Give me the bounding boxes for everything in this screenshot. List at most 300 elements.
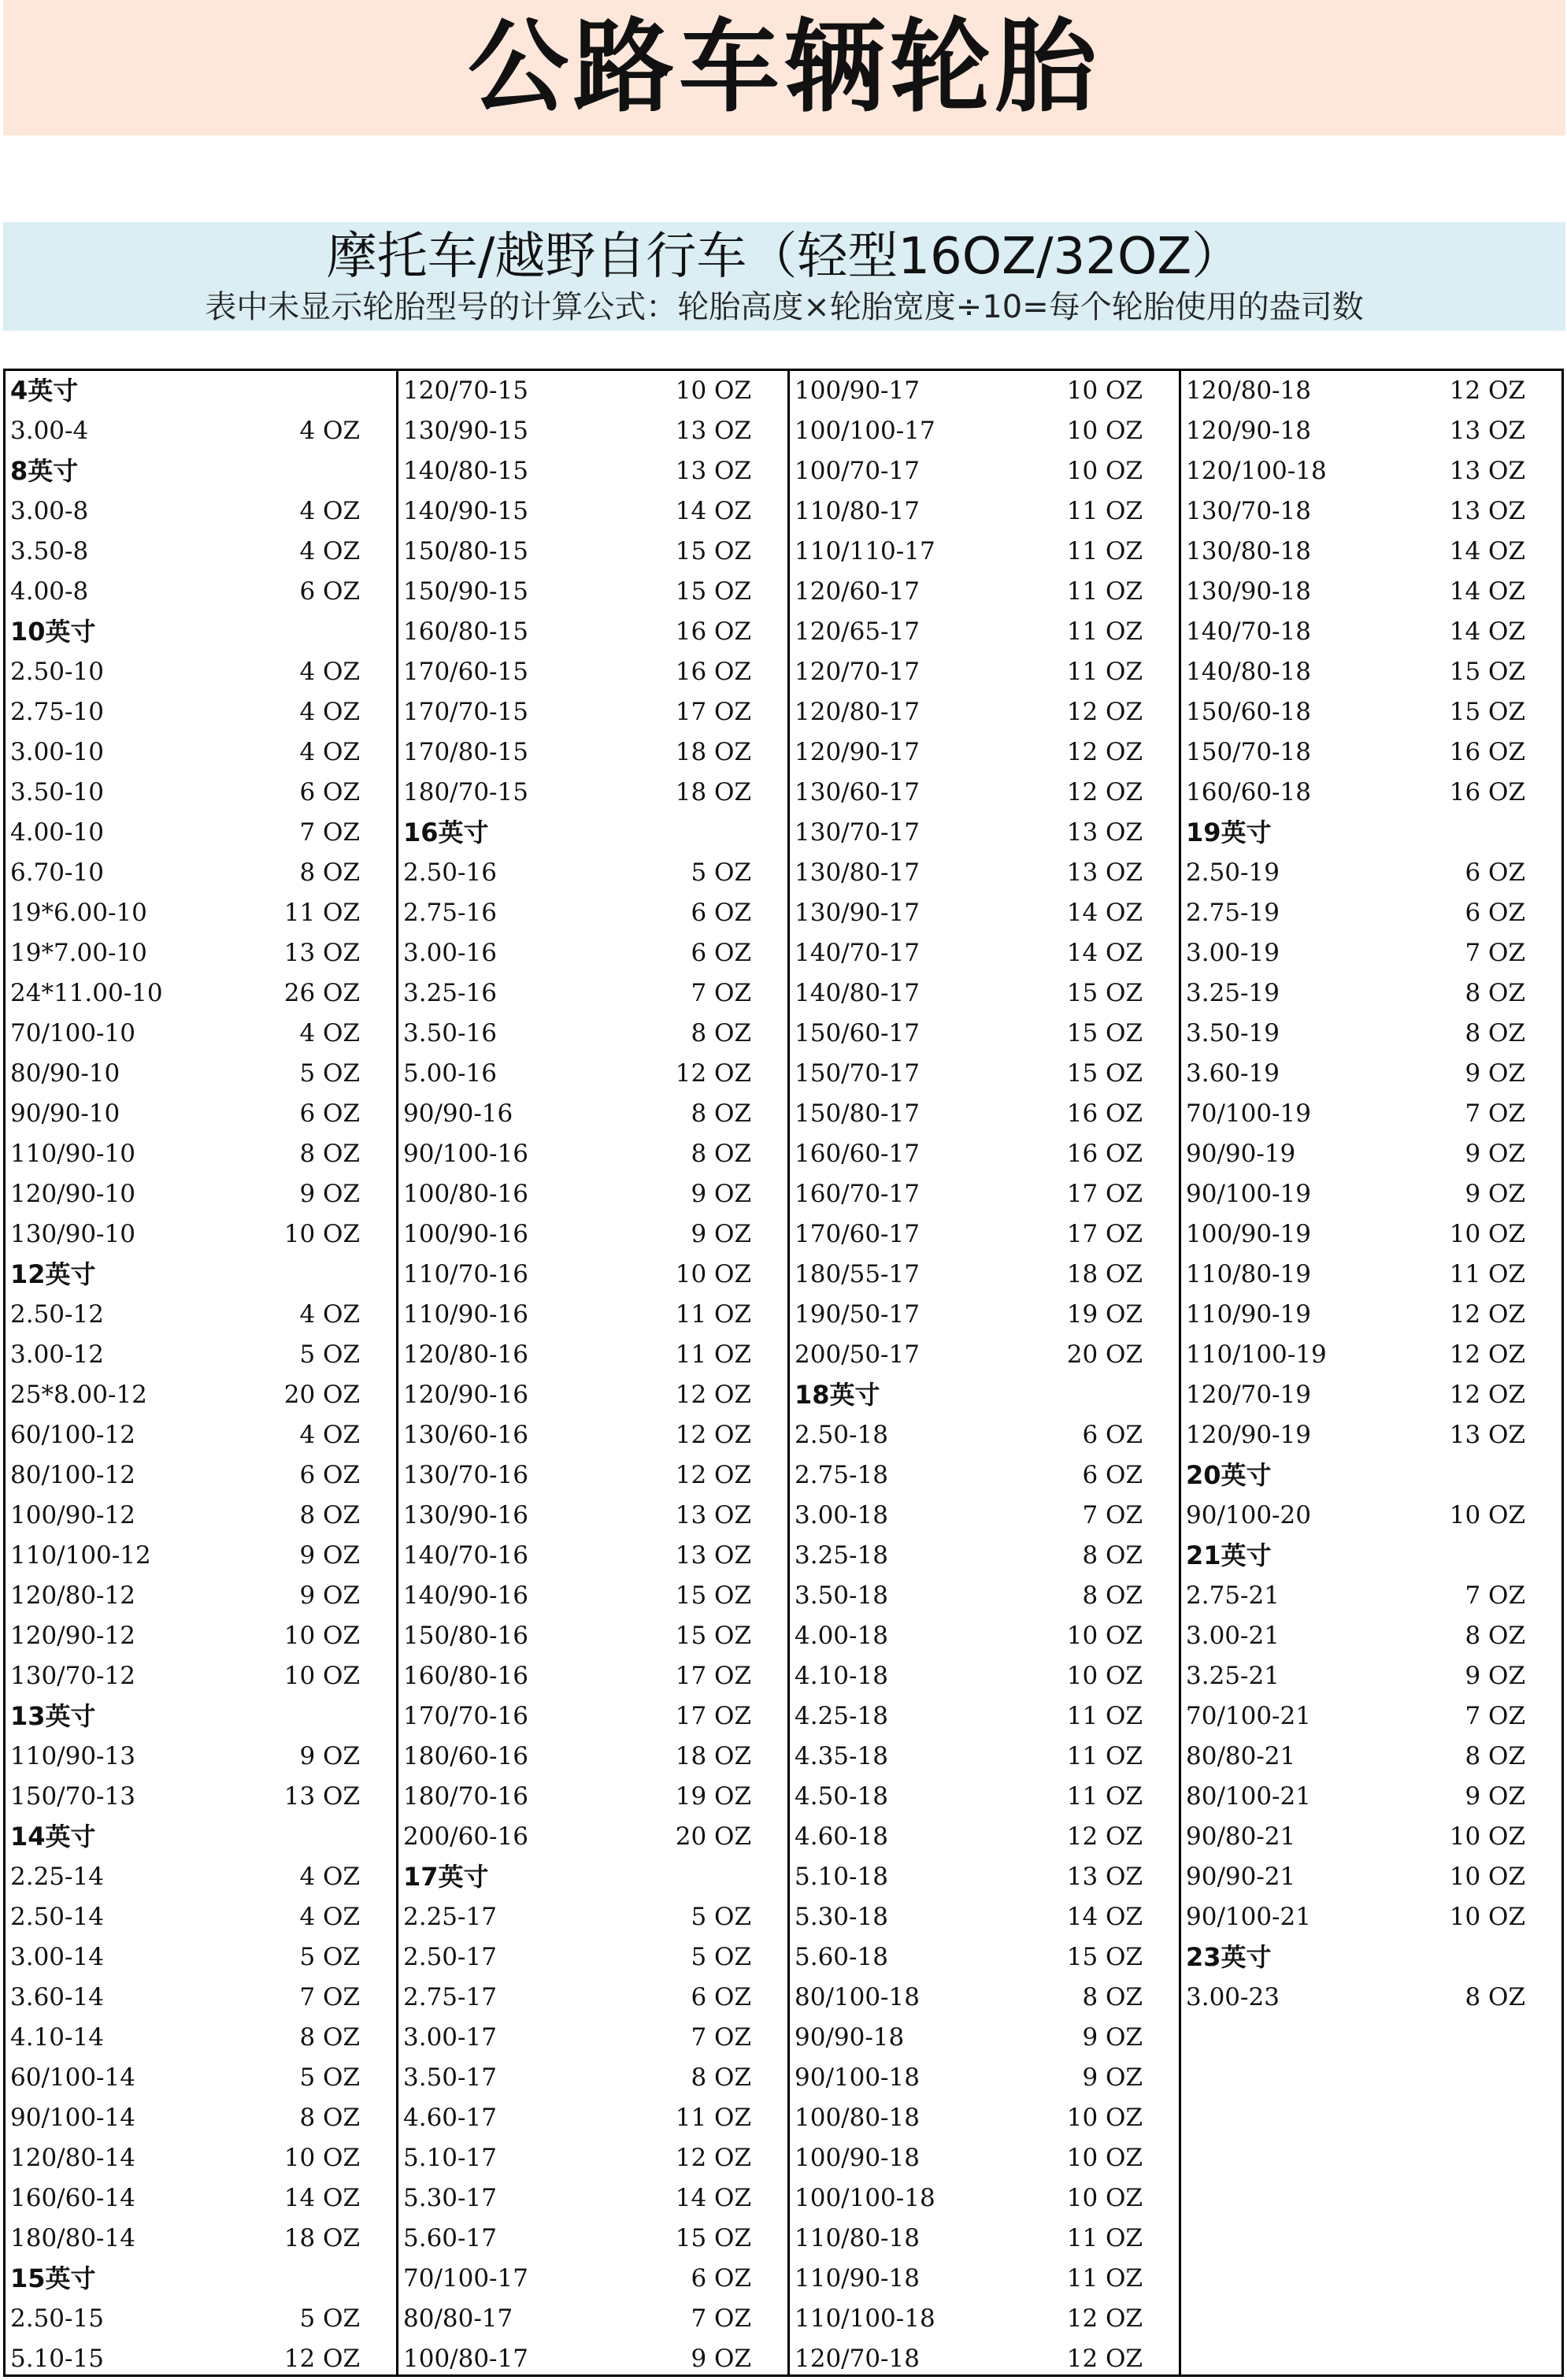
table-row (6, 1094, 396, 1134)
table-row (790, 1937, 1179, 1978)
tire-size-cell: 130/90-16 (403, 1501, 528, 1529)
ounce-value-cell: 11 OZ (675, 1300, 751, 1329)
table-row (6, 2299, 396, 2339)
tire-size-cell: 2.50-18 (795, 1421, 888, 1449)
ounce-value-cell: 15 OZ (675, 2224, 751, 2252)
tire-size-cell: 110/80-18 (795, 2224, 920, 2252)
tire-size-cell: 4.60-17 (403, 2104, 497, 2132)
tire-size-cell: 2.50-19 (1186, 858, 1280, 887)
tire-size-cell: 90/100-21 (1186, 1903, 1311, 1931)
ounce-value-cell: 13 OZ (1449, 497, 1525, 525)
tire-size-cell: 100/80-18 (795, 2104, 920, 2132)
ounce-value-cell: 12 OZ (1449, 1300, 1525, 1329)
tire-size-cell: 3.00-19 (1186, 939, 1280, 967)
table-row (790, 1576, 1179, 1616)
table-row (790, 1737, 1179, 1777)
ounce-value-cell: 15 OZ (1449, 658, 1525, 686)
ounce-value-cell: 9 OZ (1465, 1662, 1525, 1690)
tire-size-cell: 120/70-15 (403, 376, 528, 405)
table-row (398, 853, 787, 893)
tire-size-cell: 120/80-17 (795, 698, 920, 726)
table-row (1181, 1496, 1561, 1536)
table-row (1181, 1576, 1561, 1616)
table-row (790, 1174, 1179, 1214)
size-group-header (398, 813, 787, 853)
ounce-value-cell: 15 OZ (675, 577, 751, 606)
size-group-header (6, 612, 396, 652)
ounce-value-cell: 9 OZ (1465, 1782, 1525, 1811)
ounce-value-cell: 6 OZ (691, 939, 751, 967)
tire-size-cell: 130/60-17 (795, 778, 920, 806)
ounce-value-cell: 5 OZ (299, 1059, 360, 1088)
table-row (790, 2098, 1179, 2138)
ounce-value-cell: 8 OZ (1082, 1541, 1143, 1570)
rim-size-label: 8英寸 (10, 456, 79, 486)
table-row (398, 1134, 787, 1174)
table-row (6, 2098, 396, 2138)
ounce-value-cell: 17 OZ (675, 1662, 751, 1690)
table-row (1181, 411, 1561, 451)
tire-size-cell: 2.25-17 (403, 1903, 497, 1931)
table-row (6, 1335, 396, 1375)
ounce-value-cell: 15 OZ (1449, 698, 1525, 726)
table-row (6, 853, 396, 893)
ounce-value-cell: 7 OZ (1465, 1702, 1525, 1730)
table-row (398, 933, 787, 973)
table-row (6, 1857, 396, 1897)
ounce-value-cell: 10 OZ (1066, 2104, 1143, 2132)
ounce-value-cell: 15 OZ (675, 1581, 751, 1610)
ounce-value-cell: 8 OZ (1082, 1581, 1143, 1610)
table-column-3 (787, 371, 1179, 2374)
ounce-value-cell: 9 OZ (691, 1180, 751, 1208)
tire-size-cell: 100/100-18 (795, 2184, 935, 2212)
table-column-1 (6, 371, 396, 2374)
ounce-value-cell: 7 OZ (691, 2304, 751, 2333)
table-row (6, 1496, 396, 1536)
size-group-header (6, 1696, 396, 1737)
size-group-header (6, 1817, 396, 1857)
ounce-value-cell: 7 OZ (299, 1983, 360, 2011)
tire-size-cell: 100/80-17 (403, 2345, 528, 2373)
table-row (398, 1696, 787, 1737)
ounce-value-cell: 12 OZ (283, 2345, 360, 2373)
ounce-value-cell: 4 OZ (299, 1863, 360, 1891)
ounce-value-cell: 11 OZ (1066, 617, 1143, 646)
tire-size-cell: 4.10-14 (10, 2023, 104, 2052)
table-row (398, 612, 787, 652)
table-row (790, 2138, 1179, 2178)
tire-size-cell: 100/90-12 (10, 1501, 135, 1529)
tire-size-cell: 80/100-12 (10, 1461, 135, 1489)
tire-size-cell: 150/70-17 (795, 1059, 920, 1088)
tire-size-cell: 170/70-15 (403, 698, 528, 726)
table-row (6, 1375, 396, 1415)
ounce-value-cell: 12 OZ (1449, 1381, 1525, 1409)
table-row (1181, 1415, 1561, 1455)
table-row (790, 692, 1179, 732)
table-row (790, 1415, 1179, 1455)
ounce-value-cell: 11 OZ (675, 2104, 751, 2132)
tire-size-cell: 90/90-16 (403, 1099, 513, 1128)
ounce-value-cell: 13 OZ (283, 939, 360, 967)
table-row (790, 371, 1179, 411)
tire-size-cell: 200/60-16 (403, 1822, 528, 1851)
ounce-value-cell: 4 OZ (299, 497, 360, 525)
table-row (790, 1014, 1179, 1054)
rim-size-label: 12英寸 (10, 1259, 96, 1289)
ounce-value-cell: 5 OZ (299, 1340, 360, 1369)
table-row (1181, 1696, 1561, 1737)
ounce-value-cell: 16 OZ (675, 617, 751, 646)
tire-size-cell: 160/70-17 (795, 1180, 920, 1208)
ounce-value-cell: 6 OZ (299, 1099, 360, 1128)
rim-size-label: 23英寸 (1186, 1942, 1272, 1972)
tire-size-cell: 130/70-16 (403, 1461, 528, 1489)
ounce-value-cell: 14 OZ (1066, 899, 1143, 927)
tire-size-cell: 160/80-16 (403, 1662, 528, 1690)
tire-size-cell: 2.75-21 (1186, 1581, 1280, 1610)
tire-size-cell: 120/90-19 (1186, 1421, 1311, 1449)
ounce-value-cell: 7 OZ (299, 818, 360, 847)
size-group-header (6, 1255, 396, 1295)
rim-size-label: 10英寸 (10, 617, 96, 647)
tire-size-cell: 3.25-18 (795, 1541, 888, 1570)
table-row (790, 451, 1179, 491)
table-row (790, 1295, 1179, 1335)
rim-size-label: 16英寸 (403, 817, 489, 847)
table-row (790, 2058, 1179, 2098)
tire-size-cell: 70/100-21 (1186, 1702, 1311, 1730)
ounce-value-cell: 15 OZ (675, 537, 751, 565)
table-row (398, 773, 787, 813)
ounce-value-cell: 11 OZ (1066, 1782, 1143, 1811)
tire-size-cell: 5.10-15 (10, 2345, 104, 2373)
table-row (790, 1536, 1179, 1576)
table-row (6, 2138, 396, 2178)
tire-size-cell: 100/80-16 (403, 1180, 528, 1208)
table-row (398, 2259, 787, 2299)
tire-size-cell: 110/70-16 (403, 1260, 528, 1288)
size-group-header (1181, 1937, 1561, 1978)
ounce-value-cell: 12 OZ (675, 1059, 751, 1088)
tire-size-cell: 180/70-16 (403, 1782, 528, 1811)
table-row (1181, 1255, 1561, 1295)
ounce-value-cell: 14 OZ (675, 497, 751, 525)
table-row (398, 2219, 787, 2259)
tire-size-cell: 140/90-16 (403, 1581, 528, 1610)
tire-size-cell: 100/90-17 (795, 376, 920, 405)
tire-size-cell: 150/90-15 (403, 577, 528, 606)
table-row (6, 1054, 396, 1094)
ounce-value-cell: 18 OZ (283, 2224, 360, 2252)
tire-size-cell: 3.50-18 (795, 1581, 888, 1610)
ounce-value-cell: 18 OZ (1066, 1260, 1143, 1288)
ounce-value-cell: 6 OZ (691, 899, 751, 927)
table-row (398, 692, 787, 732)
ounce-value-cell: 15 OZ (1066, 1059, 1143, 1088)
ounce-value-cell: 7 OZ (1465, 1099, 1525, 1128)
rim-size-label: 13英寸 (10, 1701, 96, 1731)
table-row (1181, 692, 1561, 732)
ounce-value-cell: 4 OZ (299, 1421, 360, 1449)
ounce-value-cell: 20 OZ (675, 1822, 751, 1851)
tire-size-cell: 110/90-13 (10, 1742, 135, 1770)
ounce-value-cell: 4 OZ (299, 1300, 360, 1329)
table-row (6, 692, 396, 732)
tire-size-cell: 24*11.00-10 (10, 979, 163, 1007)
table-row (6, 2339, 396, 2379)
table-row (398, 1656, 787, 1696)
ounce-value-cell: 13 OZ (1066, 858, 1143, 887)
tire-size-cell: 90/90-10 (10, 1099, 120, 1128)
rim-size-label: 15英寸 (10, 2263, 96, 2293)
table-row (6, 973, 396, 1014)
ounce-value-cell: 6 OZ (1465, 899, 1525, 927)
tire-size-cell: 3.50-17 (403, 2063, 497, 2092)
tire-size-cell: 3.00-4 (10, 417, 89, 445)
tire-size-cell: 120/60-17 (795, 577, 920, 606)
tire-size-cell: 2.75-18 (795, 1461, 888, 1489)
tire-size-cell: 110/100-18 (795, 2304, 935, 2333)
table-row (398, 2098, 787, 2138)
ounce-value-cell: 9 OZ (1465, 1059, 1525, 1088)
ounce-value-cell: 11 OZ (1066, 1742, 1143, 1770)
tire-size-cell: 90/100-16 (403, 1140, 528, 1168)
subtitle-banner (3, 222, 1565, 331)
ounce-value-cell: 11 OZ (1066, 1702, 1143, 1730)
ounce-value-cell: 11 OZ (1449, 1260, 1525, 1288)
table-row (6, 1737, 396, 1777)
table-row (790, 853, 1179, 893)
table-row (398, 572, 787, 612)
ounce-value-cell: 10 OZ (1066, 417, 1143, 445)
table-row (6, 572, 396, 612)
table-row (790, 1656, 1179, 1696)
tire-size-cell: 3.00-10 (10, 738, 104, 766)
table-row (6, 1777, 396, 1817)
ounce-value-cell: 14 OZ (283, 2184, 360, 2212)
tire-size-cell: 100/90-19 (1186, 1220, 1311, 1248)
table-row (398, 451, 787, 491)
tire-size-cell: 5.60-18 (795, 1943, 888, 1971)
table-row (6, 1415, 396, 1455)
tire-size-cell: 130/60-16 (403, 1421, 528, 1449)
tire-size-cell: 130/80-17 (795, 858, 920, 887)
ounce-value-cell: 13 OZ (675, 1541, 751, 1570)
table-row (6, 1536, 396, 1576)
ounce-value-cell: 10 OZ (283, 1662, 360, 1690)
ounce-value-cell: 18 OZ (675, 1742, 751, 1770)
ounce-value-cell: 15 OZ (1066, 1019, 1143, 1047)
tire-size-cell: 3.50-10 (10, 778, 104, 806)
ounce-value-cell: 11 OZ (283, 899, 360, 927)
tire-size-cell: 130/80-18 (1186, 537, 1311, 565)
table-row (1181, 732, 1561, 773)
table-row (1181, 612, 1561, 652)
ounce-value-cell: 9 OZ (299, 1581, 360, 1610)
table-row (398, 1978, 787, 2018)
table-row (790, 1094, 1179, 1134)
tire-size-cell: 170/60-15 (403, 658, 528, 686)
ounce-value-cell: 4 OZ (299, 1903, 360, 1931)
tire-size-cell: 5.10-18 (795, 1863, 888, 1891)
table-row (1181, 451, 1561, 491)
tire-size-cell: 4.00-18 (795, 1622, 888, 1650)
ounce-value-cell: 15 OZ (1066, 979, 1143, 1007)
ounce-value-cell: 6 OZ (299, 1461, 360, 1489)
table-row (6, 532, 396, 572)
ounce-value-cell: 8 OZ (1465, 979, 1525, 1007)
table-row (398, 1335, 787, 1375)
table-row (1181, 1656, 1561, 1696)
tire-size-cell: 4.60-18 (795, 1822, 888, 1851)
table-row (398, 973, 787, 1014)
table-row (6, 2018, 396, 2058)
tire-size-cell: 5.10-17 (403, 2144, 497, 2172)
tire-size-cell: 110/100-19 (1186, 1340, 1327, 1369)
ounce-value-cell: 26 OZ (283, 979, 360, 1007)
ounce-value-cell: 8 OZ (1465, 1019, 1525, 1047)
tire-size-cell: 160/60-14 (10, 2184, 135, 2212)
table-row (1181, 1978, 1561, 2018)
table-row (6, 933, 396, 973)
ounce-value-cell: 6 OZ (1082, 1461, 1143, 1489)
table-row (6, 491, 396, 532)
tire-size-cell: 140/70-16 (403, 1541, 528, 1570)
tire-size-cell: 200/50-17 (795, 1340, 920, 1369)
ounce-value-cell: 7 OZ (1465, 1581, 1525, 1610)
tire-size-cell: 110/90-18 (795, 2264, 920, 2293)
table-row (398, 1375, 787, 1415)
table-row (790, 411, 1179, 451)
ounce-value-cell: 14 OZ (675, 2184, 751, 2212)
ounce-value-cell: 10 OZ (1066, 376, 1143, 405)
table-row (1181, 1054, 1561, 1094)
table-row (1181, 1134, 1561, 1174)
ounce-value-cell: 14 OZ (1066, 1903, 1143, 1931)
tire-size-cell: 3.00-21 (1186, 1622, 1280, 1650)
tire-size-cell: 120/90-12 (10, 1622, 135, 1650)
table-row (398, 2138, 787, 2178)
ounce-value-cell: 17 OZ (675, 1702, 751, 1730)
tire-size-cell: 3.25-16 (403, 979, 497, 1007)
table-row (398, 532, 787, 572)
tire-size-cell: 100/70-17 (795, 457, 920, 485)
tire-size-cell: 3.60-14 (10, 1983, 104, 2011)
table-row (790, 1777, 1179, 1817)
ounce-value-cell: 10 OZ (283, 1622, 360, 1650)
rim-size-label: 4英寸 (10, 376, 79, 406)
table-row (6, 813, 396, 853)
title-banner (3, 0, 1565, 135)
tire-size-cell: 130/70-17 (795, 818, 920, 847)
table-row (790, 1335, 1179, 1375)
table-row (790, 1255, 1179, 1295)
ounce-value-cell: 17 OZ (1066, 1220, 1143, 1248)
ounce-value-cell: 20 OZ (283, 1381, 360, 1409)
table-row (6, 1214, 396, 1255)
table-row (6, 773, 396, 813)
ounce-value-cell: 12 OZ (675, 1421, 751, 1449)
table-row (790, 1616, 1179, 1656)
section-title: 摩托车/越野自行车（轻型16OZ/32OZ） (326, 228, 1243, 286)
table-row (398, 1174, 787, 1214)
tire-size-cell: 2.75-19 (1186, 899, 1280, 927)
tire-size-cell: 19*7.00-10 (10, 939, 147, 967)
table-row (790, 1455, 1179, 1496)
table-row (398, 1014, 787, 1054)
table-row (1181, 773, 1561, 813)
tire-size-cell: 120/90-17 (795, 738, 920, 766)
tire-size-cell: 140/70-18 (1186, 617, 1311, 646)
ounce-value-cell: 11 OZ (1066, 2224, 1143, 2252)
ounce-value-cell: 13 OZ (283, 1782, 360, 1811)
tire-size-cell: 3.50-19 (1186, 1019, 1280, 1047)
ounce-value-cell: 11 OZ (1066, 658, 1143, 686)
table-row (1181, 1094, 1561, 1134)
table-row (398, 1295, 787, 1335)
tire-size-cell: 4.35-18 (795, 1742, 888, 1770)
table-row (6, 732, 396, 773)
table-row (398, 2339, 787, 2379)
tire-size-cell: 3.25-19 (1186, 979, 1280, 1007)
tire-size-cell: 90/100-19 (1186, 1180, 1311, 1208)
table-row (398, 1817, 787, 1857)
table-row (790, 2219, 1179, 2259)
ounce-value-cell: 10 OZ (1066, 2144, 1143, 2172)
table-row (6, 1134, 396, 1174)
ounce-value-cell: 8 OZ (299, 1140, 360, 1168)
rim-size-label: 14英寸 (10, 1822, 96, 1852)
table-row (6, 893, 396, 933)
tire-size-cell: 120/90-16 (403, 1381, 528, 1409)
tire-size-cell: 110/100-12 (10, 1541, 151, 1570)
ounce-value-cell: 15 OZ (675, 1622, 751, 1650)
table-row (790, 652, 1179, 692)
table-row (398, 1616, 787, 1656)
tire-size-cell: 140/70-17 (795, 939, 920, 967)
tire-size-cell: 2.75-10 (10, 698, 104, 726)
ounce-value-cell: 9 OZ (1082, 2023, 1143, 2052)
table-row (790, 2339, 1179, 2379)
table-row (790, 612, 1179, 652)
tire-size-cell: 130/70-18 (1186, 497, 1311, 525)
table-row (6, 1656, 396, 1696)
ounce-value-cell: 10 OZ (1066, 1662, 1143, 1690)
ounce-value-cell: 17 OZ (675, 698, 751, 726)
tire-size-cell: 130/90-17 (795, 899, 920, 927)
ounce-value-cell: 4 OZ (299, 658, 360, 686)
ounce-value-cell: 6 OZ (1082, 1421, 1143, 1449)
ounce-value-cell: 4 OZ (299, 698, 360, 726)
ounce-value-cell: 13 OZ (1066, 1863, 1143, 1891)
tire-size-cell: 70/100-10 (10, 1019, 135, 1047)
tire-size-cell: 4.10-18 (795, 1662, 888, 1690)
ounce-value-cell: 13 OZ (1449, 457, 1525, 485)
ounce-value-cell: 5 OZ (299, 2304, 360, 2333)
ounce-value-cell: 8 OZ (1465, 1742, 1525, 1770)
table-row (790, 2259, 1179, 2299)
table-row (398, 893, 787, 933)
tire-size-cell: 80/90-10 (10, 1059, 120, 1088)
tire-size-cell: 80/80-17 (403, 2304, 513, 2333)
ounce-value-cell: 16 OZ (1066, 1099, 1143, 1128)
tire-size-cell: 150/80-15 (403, 537, 528, 565)
tire-size-cell: 100/100-17 (795, 417, 935, 445)
table-row (1181, 893, 1561, 933)
table-row (790, 1817, 1179, 1857)
